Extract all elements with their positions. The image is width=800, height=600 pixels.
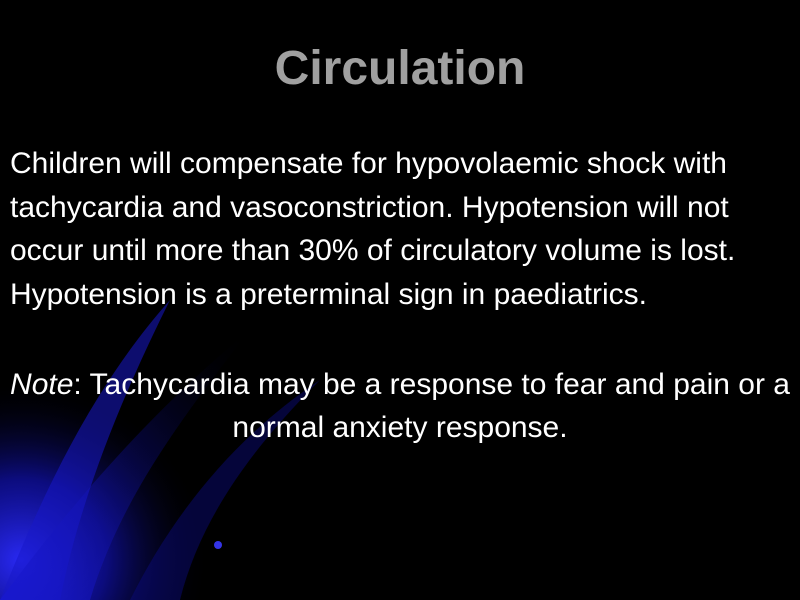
- slide-title: Circulation: [274, 42, 526, 95]
- note-label: Note: [10, 368, 74, 401]
- note-paragraph: [5, 363, 795, 449]
- note-content: : Tachycardia may be a response to fear and pain or a normal anxiety response.: [73, 368, 790, 444]
- body-paragraph: Children will compensate for hypovolaemic shock with tachycardia and vasoconstriction. Hypotension will not occur until more than 30% of circulatory volume is lost. Hypotension is a preterminal sign in paediatrics.: [10, 147, 736, 311]
